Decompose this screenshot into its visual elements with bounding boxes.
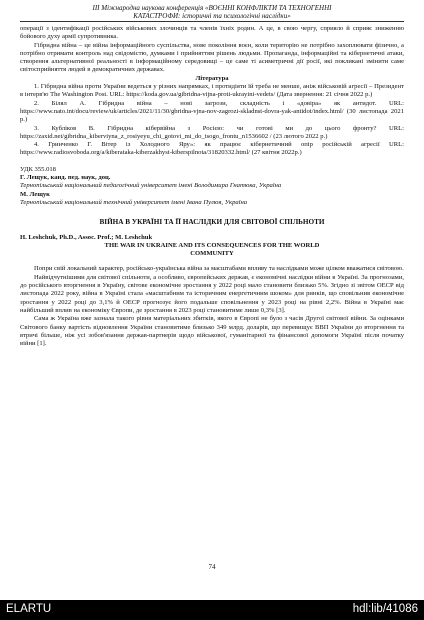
article-title-en: THE WAR IN UKRAINE AND ITS CONSEQUENCES FOR THE WORLD [104, 241, 320, 249]
repository-name: ELARTU [6, 603, 52, 615]
reference-item: 2. Білял А. Гібридна війна – нові загрози, складність і «довіра» як антидот. URL: https://www.nato.int/docu/review/uk/articles/2021/11/30/gbridna-vjna-nov-zagrozi-skladnst-dovra-yak-antidot/index.html/ (30 листопада 2021 р.) [20, 99, 404, 124]
reference-item: 3. Кубліков В. Гібридна кібервійна з Росією: чи готові ми до цього фронту? URL: https://zaxid.net/gibridna_kiberviyna_z_rosiyeyu_chi_gotovi_mi_do_tsogo_frontu_n1536602 / (23 лютого 2022 р.) [20, 124, 404, 140]
article-title-uk: ВІЙНА В УКРАЇНІ ТА ЇЇ НАСЛІДКИ ДЛЯ СВІТОВОЇ СПІЛЬНОТИ [99, 218, 325, 227]
reference-item: 1. Гібридна війна проти України ведеться у різних напрямках, і протидіяти їй треба не менше, аніж військовій агресії – Президент в інтерв'ю The Washington Post. URL: https://koda.gov.ua/gibridna-vijna-proti-ukrayini-vedets/ (Дата звернення: 21 січня 2022 р.) [20, 83, 404, 99]
author-affiliation: Тернопільський національний педагогічний університет імені Володимира Гнатюка, Україна [20, 182, 282, 190]
intro-paragraph: операції з ідентифікації російських військових злочинців та членів їхніх родин. А це, в свою чергу, сприяло й сприяє зниженню бойового духу армії супротивника. [20, 25, 404, 41]
page-number: 74 [208, 563, 216, 571]
running-header-line1: ІІІ Міжнародна наукова конференція «ВОЄННІ КОНФЛІКТИ ТА ТЕХНОГЕННІ [92, 4, 332, 12]
body-paragraph: Сама ж Україна вже зазнала такого рівня матеріальних збитків, якого в Європі не було з часів Другої світової війни. За оцінками Світового банку вартість відновлення України становитиме близько 349 млрд. доларів, що перевищує ВВП України до вторгнення та втричі більше, ніж усі зобов'язання держав-партнерів щодо військової, гуманітарної та фінансової допомоги Україні після початку війни [1]. [20, 315, 404, 348]
author-name: Г. Лещук, канд. пед. наук, доц. [20, 174, 111, 182]
reference-item: 4. Гринченко Г. Вітер із Холодного Яру»: як працює кібернетичний опір російській агресії URL: https://www.radiosvoboda.org/a/kiberataka-kiberzakhyst-kiberspilnota/31820332.html/ (27 квітня 2022р.) [20, 141, 404, 157]
udc-code: УДК 355.018 [20, 165, 56, 173]
body-paragraph: Попри свій локальний характер, російсько-українська війна за масштабами впливу та наслідками може цілком вважатися світовою. [34, 265, 404, 273]
literature-title: Література [195, 74, 229, 82]
running-header-line2: КАТАСТРОФИ: історичні та психологічні наслідки» [133, 12, 291, 20]
intro-paragraph: Гібридна війна – це війна інформаційного суспільства, нове покоління воєн, коли територію не потрібно захоплювати фізично, а потрібно отримати контроль над свідомістю, думками і прийняттям рішень людьми. Пропаганда, інформаційні та кібернетичні атаки, створення альтернативної реальності в інформаційному середовищі – це саме ті асиметричні дії росії, які покликані змінити саме світосприйняття людей в демократичних державах. [20, 41, 404, 74]
running-header [20, 4, 404, 22]
page-content [20, 4, 404, 348]
handle-identifier: hdl:lib/41086 [352, 603, 418, 615]
spacer [20, 258, 404, 265]
author-affiliation: Тернопільський національний технічний університет імені Івана Пулюя, Україна [20, 198, 248, 206]
repository-footer-bar [0, 600, 424, 620]
article-title-en: COMMUNITY [190, 250, 234, 258]
article-authors-en: H. Leshchuk, Ph.D., Assoc. Prof.; M. Leshchuk [20, 233, 153, 241]
body-paragraph: Найвідчутнішими для світової спільноти, а особливо, європейських держав, є економічні наслідки війни в Україні. За прогнозами, до російського вторгнення в Україну, світове економічне зростання у 2022 році мало становити близько 5%. Згідно зі звітом ОЕСР від листопада 2022 року, війна в Україні стала «масштабним та історичним енергетичним шоком» для ринків, що сповільнив економічне зростання у 2022 році до 3,1% й ОЕСР прогнозує його подальше сповільнення у 2023 році на рівні 2,2%. Війна в Україні має найбільший вплив на економіку Європи, де зростання в 2023 році становитиме лише 0,3% [3]. [20, 273, 404, 314]
author-name: М. Лещук [20, 190, 50, 198]
